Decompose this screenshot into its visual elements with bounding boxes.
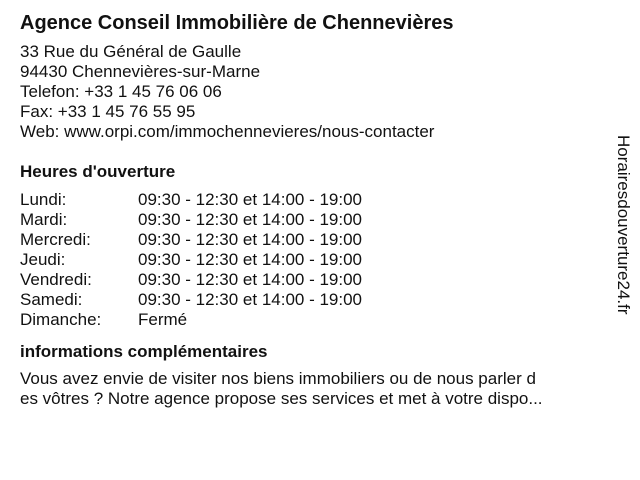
hours-row-lundi [20, 190, 620, 210]
day-hours: Fermé [138, 310, 188, 329]
postal-city: 94430 Chennevières-sur-Marne [20, 62, 261, 81]
day-label: Lundi: [20, 190, 67, 209]
day-hours: 09:30 - 12:30 et 14:00 - 19:00 [138, 290, 363, 309]
hours-row-dimanche [20, 310, 620, 330]
fax-number: Fax: +33 1 45 76 55 95 [20, 102, 196, 121]
hours-row-jeudi [20, 250, 620, 270]
hours-heading: Heures d'ouverture [20, 162, 176, 181]
info-line: Vous avez envie de visiter nos biens immobiliers ou de nous parler d [20, 369, 536, 388]
phone-number[interactable]: Telefon: +33 1 45 76 06 06 [20, 82, 222, 101]
hours-row-vendredi [20, 270, 620, 290]
hours-table [20, 190, 620, 330]
day-hours: 09:30 - 12:30 et 14:00 - 19:00 [138, 210, 363, 229]
business-card [20, 10, 620, 409]
info-description [20, 369, 620, 409]
day-label: Mercredi: [20, 230, 91, 249]
website-link[interactable]: Web: www.orpi.com/immochennevieres/nous-contacter [20, 122, 435, 141]
hours-row-samedi [20, 290, 620, 310]
info-line: es vôtres ? Notre agence propose ses services et met à votre dispo... [20, 389, 543, 408]
street-address: 33 Rue du Général de Gaulle [20, 42, 242, 61]
day-hours: 09:30 - 12:30 et 14:00 - 19:00 [138, 250, 363, 269]
site-watermark: Horairesdouverture24.fr [614, 135, 633, 315]
day-hours: 09:30 - 12:30 et 14:00 - 19:00 [138, 270, 363, 289]
hours-row-mercredi [20, 230, 620, 250]
day-label: Jeudi: [20, 250, 66, 269]
day-label: Samedi: [20, 290, 83, 309]
page-title: Agence Conseil Immobilière de Chennevières [20, 12, 454, 34]
day-label: Dimanche: [20, 310, 102, 329]
hours-row-mardi [20, 210, 620, 230]
info-heading: informations complémentaires [20, 342, 268, 361]
day-label: Vendredi: [20, 270, 92, 289]
contact-block [20, 42, 620, 142]
day-hours: 09:30 - 12:30 et 14:00 - 19:00 [138, 230, 363, 249]
day-label: Mardi: [20, 210, 68, 229]
day-hours: 09:30 - 12:30 et 14:00 - 19:00 [138, 190, 363, 209]
